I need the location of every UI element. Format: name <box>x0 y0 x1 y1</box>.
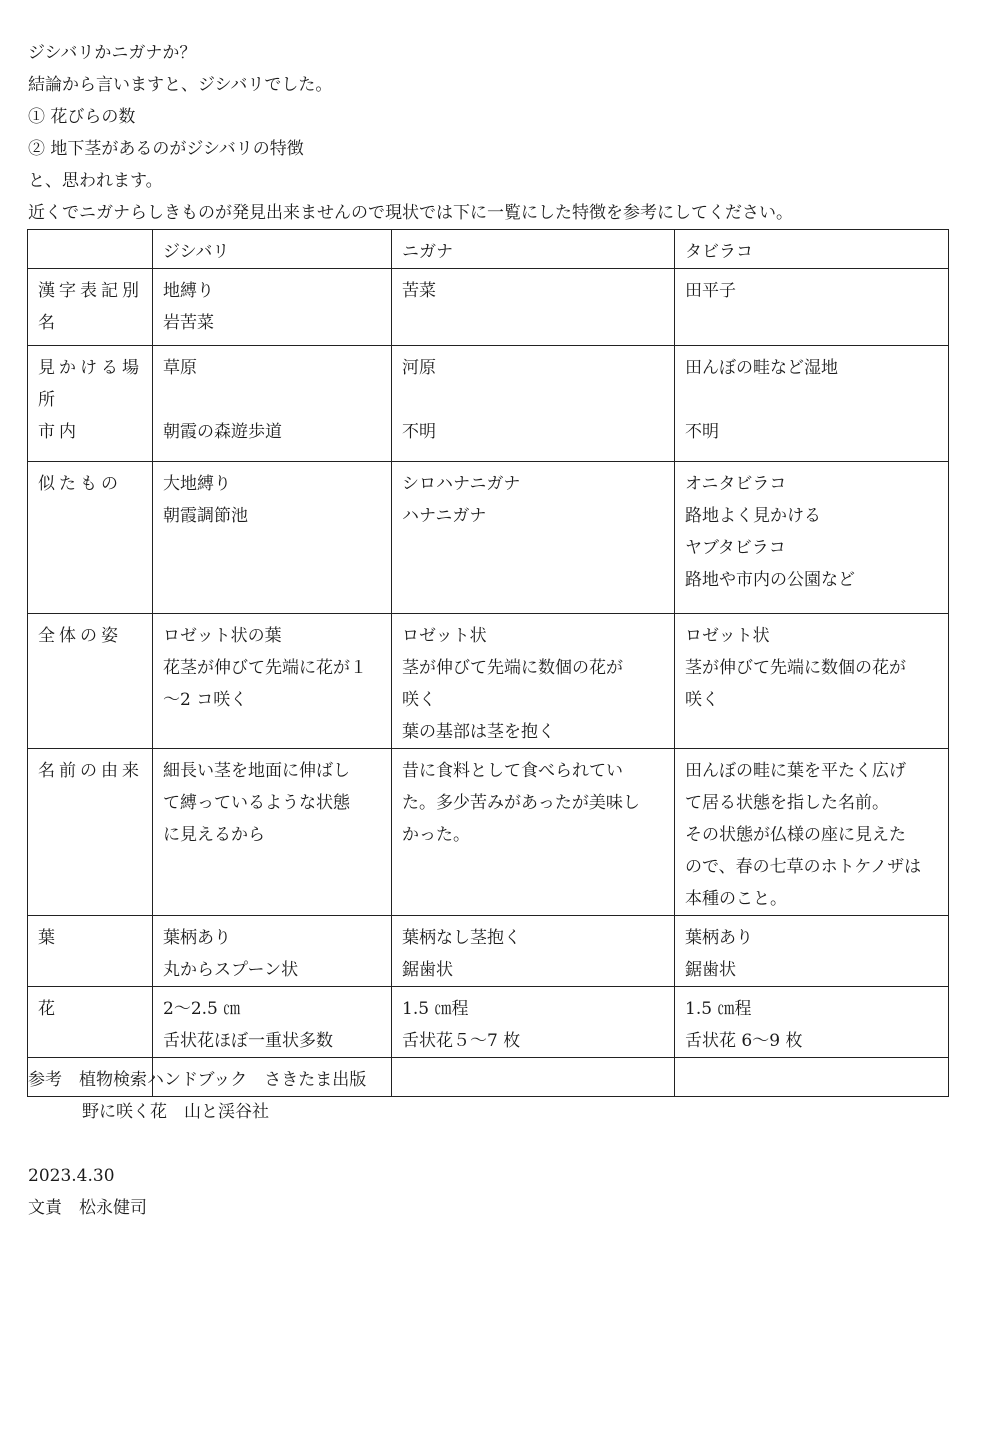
nigana-cell <box>392 269 675 346</box>
cell-text-line: シロハナニガナ <box>402 474 521 494</box>
intro-point-1: ① 花びらの数 <box>28 107 136 127</box>
cell-text-line: 葉 <box>38 928 59 948</box>
nigana-cell <box>392 987 675 1058</box>
tabirako-cell <box>675 614 949 749</box>
cell-text-line: 路地よく見かける <box>685 506 821 526</box>
cell-text-line: 田んぼの畦など湿地 <box>685 358 838 378</box>
header-cell-empty <box>28 230 153 269</box>
cell-text-line: 名前の由来 <box>38 761 143 781</box>
reference-1: 参考 植物検索ハンドブック さきたま出版 <box>28 1070 367 1090</box>
cell-text-line: 鋸歯状 <box>402 960 453 980</box>
cell-text-line <box>685 384 940 416</box>
comparison-table <box>27 229 949 1097</box>
jishibari-cell <box>153 749 392 916</box>
cell-text-line: 1.5 ㎝程 <box>685 999 752 1019</box>
nigana-cell <box>392 1058 675 1097</box>
intro-point-2: ② 地下茎があるのがジシバリの特徴 <box>28 139 304 159</box>
cell-text-line: 岩苦菜 <box>163 313 214 333</box>
cell-text-line: 〜2 コ咲く <box>163 690 248 710</box>
cell-text-line: 舌状花５〜7 枚 <box>402 1031 521 1051</box>
tabirako-cell <box>675 749 949 916</box>
cell-text-line: 大地縛り <box>163 474 231 494</box>
table-row <box>28 614 949 749</box>
cell-text-line: 草原 <box>163 358 197 378</box>
cell-text-line: 2〜2.5 ㎝ <box>163 999 241 1019</box>
cell-text-line: ので、春の七草のホトケノザは <box>685 857 922 877</box>
jishibari-cell <box>153 346 392 462</box>
cell-text-line: 咲く <box>685 690 719 710</box>
cell-text-line: 茎が伸びて先端に数個の花が <box>402 658 623 678</box>
cell-text-line: 花 <box>38 999 59 1019</box>
jishibari-cell <box>153 987 392 1058</box>
cell-text-line: ハナニガナ <box>402 506 487 526</box>
cell-text-line: 鋸歯状 <box>685 960 736 980</box>
cell-text-line: かった。 <box>402 825 470 845</box>
cell-text-line: ロゼット状 <box>685 626 770 646</box>
cell-text-line: 漢字表記別 <box>38 281 143 301</box>
cell-text-line: 舌状花 6〜9 枚 <box>685 1031 803 1051</box>
reference-2: 野に咲く花 山と渓谷社 <box>82 1102 269 1122</box>
cell-text-line: 花茎が伸びて先端に花が１ <box>163 658 367 678</box>
jishibari-cell <box>153 614 392 749</box>
cell-text-line <box>163 384 383 416</box>
cell-text-line: 田んぼの畦に葉を平たく広げ <box>685 761 906 781</box>
cell-text-line <box>402 1064 666 1096</box>
cell-text-line: 葉柄あり <box>685 928 753 948</box>
cell-text-line: 朝霞調節池 <box>163 506 248 526</box>
cell-text-line: 苦菜 <box>402 281 436 301</box>
cell-text-line: 名 <box>38 313 59 333</box>
cell-text-line: 全体の姿 <box>38 626 122 646</box>
row-label-cell <box>28 269 153 346</box>
tabirako-cell <box>675 269 949 346</box>
document-author: 文責 松永健司 <box>28 1198 147 1218</box>
cell-text-line: 見かける場 <box>38 358 143 378</box>
cell-text-line: 舌状花ほぼ一重状多数 <box>163 1031 333 1051</box>
row-label-cell <box>28 346 153 462</box>
cell-text-line: ヤブタビラコ <box>685 538 786 558</box>
cell-text-line: ロゼット状の葉 <box>163 626 282 646</box>
cell-text-line: 細長い茎を地面に伸ばし <box>163 761 350 781</box>
tabirako-cell <box>675 1058 949 1097</box>
cell-text-line: 河原 <box>402 358 436 378</box>
row-label-cell <box>28 916 153 987</box>
row-label-cell <box>28 987 153 1058</box>
cell-text-line: に見えるから <box>163 825 265 845</box>
table-row <box>28 987 949 1058</box>
jishibari-cell <box>153 462 392 614</box>
header-cell-jishibari: ジシバリ <box>153 230 392 269</box>
tabirako-cell <box>675 987 949 1058</box>
cell-text-line: 所 <box>38 390 59 410</box>
cell-text-line: た。多少苦みがあったが美味し <box>402 793 640 813</box>
jishibari-cell <box>153 269 392 346</box>
tabirako-cell <box>675 346 949 462</box>
table-row <box>28 916 949 987</box>
jishibari-cell <box>153 916 392 987</box>
cell-text-line: ロゼット状 <box>402 626 487 646</box>
cell-text-line: て縛っているような状態 <box>163 793 350 813</box>
intro-question: ジシバリかニガナか？ <box>28 43 197 63</box>
cell-text-line: 茎が伸びて先端に数個の花が <box>685 658 906 678</box>
cell-text-line: 丸からスプーン状 <box>163 960 299 980</box>
row-label-cell <box>28 614 153 749</box>
cell-text-line: 似たもの <box>38 474 122 494</box>
cell-text-line: 本種のこと。 <box>685 889 787 909</box>
cell-text-line <box>685 1064 940 1096</box>
table-row <box>28 462 949 614</box>
nigana-cell <box>392 614 675 749</box>
cell-text-line: 葉の基部は茎を抱く <box>402 722 555 742</box>
table-row <box>28 269 949 346</box>
cell-text-line <box>402 384 666 416</box>
row-label-cell <box>28 462 153 614</box>
cell-text-line: オニタビラコ <box>685 474 787 494</box>
cell-text-line: 路地や市内の公園など <box>685 570 855 590</box>
table-row <box>28 749 949 916</box>
cell-text-line: 市内 <box>38 422 80 442</box>
cell-text-line: 葉柄あり <box>163 928 231 948</box>
nigana-cell <box>392 749 675 916</box>
cell-text-line: 咲く <box>402 690 436 710</box>
intro-note: 近くでニガナらしきものが発見出来ませんので現状では下に一覧にした特徴を参考にしてください。 <box>28 203 793 223</box>
table-row <box>28 346 949 462</box>
cell-text-line: 1.5 ㎝程 <box>402 999 469 1019</box>
document-date: 2023.4.30 <box>28 1166 115 1186</box>
tabirako-cell <box>675 462 949 614</box>
cell-text-line: その状態が仏様の座に見えた <box>685 825 906 845</box>
cell-text-line: 葉柄なし茎抱く <box>402 928 521 948</box>
tabirako-cell <box>675 916 949 987</box>
table-header-row <box>28 230 949 269</box>
cell-text-line: 地縛り <box>163 281 214 301</box>
nigana-cell <box>392 916 675 987</box>
intro-remark: と、思われます。 <box>28 171 163 191</box>
cell-text-line: 昔に食料として食べられてい <box>402 761 623 781</box>
header-cell-nigana: ニガナ <box>392 230 675 269</box>
header-cell-tabirako: タビラコ <box>675 230 949 269</box>
cell-text-line: 不明 <box>402 422 436 442</box>
intro-conclusion: 結論から言いますと、ジシバリでした。 <box>28 75 333 95</box>
cell-text-line: て居る状態を指した名前。 <box>685 793 889 813</box>
cell-text-line: 不明 <box>685 422 719 442</box>
row-label-cell <box>28 749 153 916</box>
nigana-cell <box>392 462 675 614</box>
cell-text-line: 田平子 <box>685 281 736 301</box>
cell-text-line: 朝霞の森遊歩道 <box>163 422 282 442</box>
nigana-cell <box>392 346 675 462</box>
